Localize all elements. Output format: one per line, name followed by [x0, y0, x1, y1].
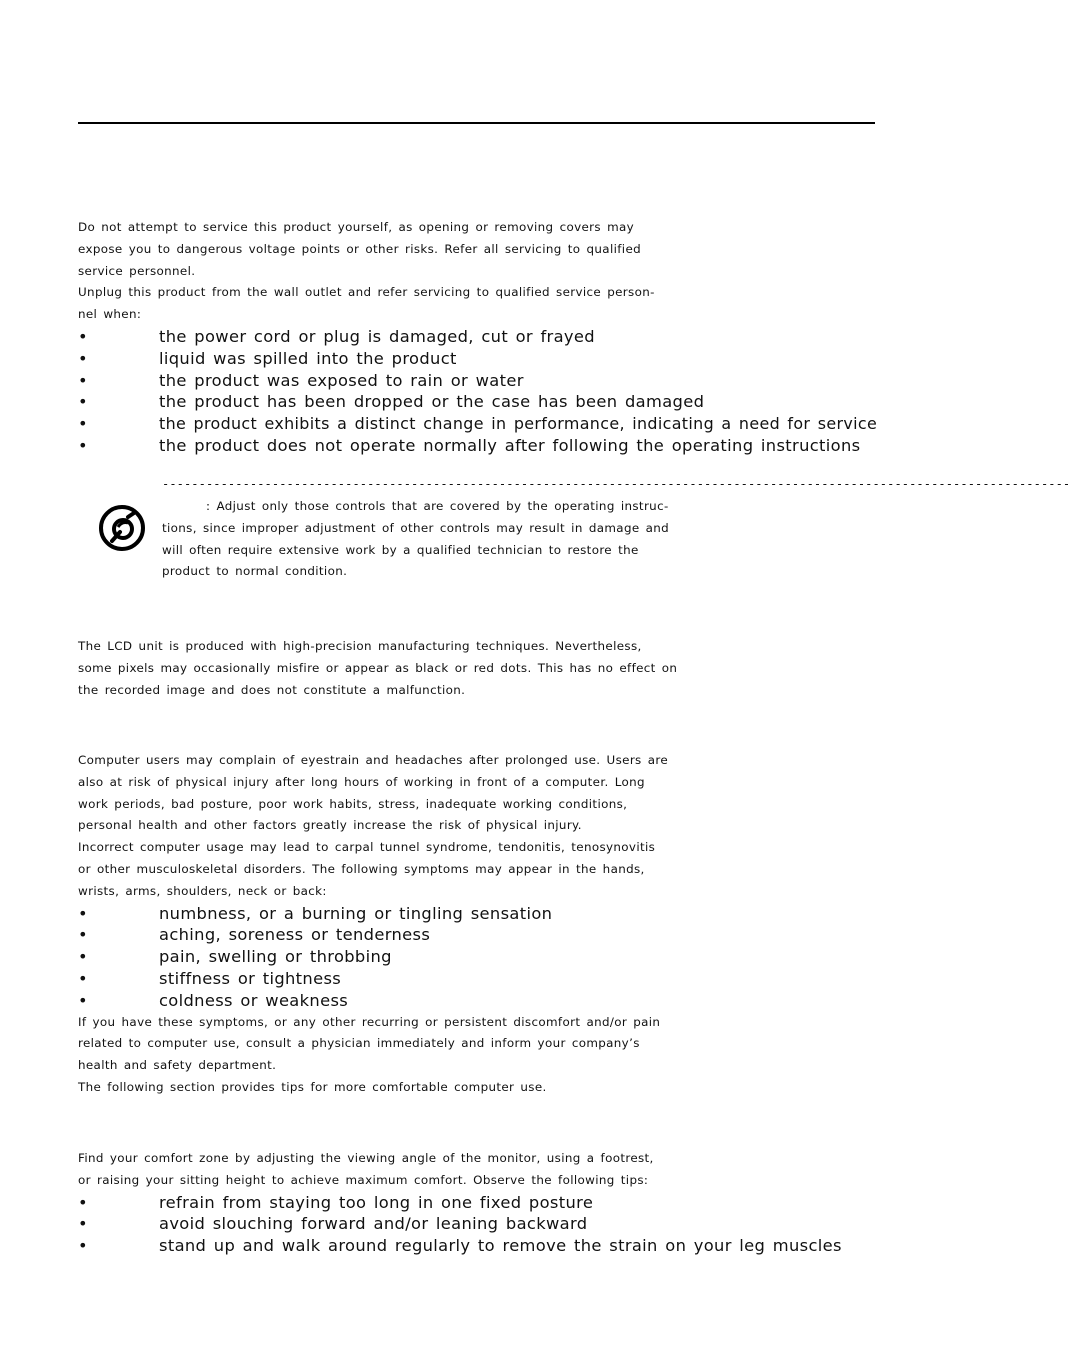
note-line: tions, since improper adjustment of other controls may result in damage and [162, 520, 670, 535]
service-paragraph [78, 217, 878, 457]
text-line: related to computer use, consult a physician immediately and inform your company’s [78, 1036, 640, 1051]
text-line: health and safety department. [78, 1058, 277, 1073]
bullet: • [78, 414, 88, 434]
text-line: If you have these symptoms, or any other recurring or persistent discomfort and/or pain [78, 1014, 661, 1029]
bullet: • [78, 435, 88, 455]
list-item [78, 1213, 878, 1235]
bullet: • [78, 990, 88, 1010]
bullet: • [78, 326, 88, 346]
bullet: • [78, 348, 88, 368]
list-item [78, 903, 878, 925]
text-line: some pixels may occasionally misfire or appear as black or red dots. This has no effect on [78, 660, 678, 675]
list-item [78, 1235, 878, 1257]
note-line: product to normal condition. [162, 564, 348, 579]
note-icon [98, 503, 148, 553]
list-item [78, 990, 878, 1012]
list-item [78, 946, 878, 968]
text-line: personal health and other factors greatly increase the risk of physical injury. [78, 818, 582, 833]
bullet: • [78, 968, 88, 988]
list-item [78, 968, 878, 990]
bullet: • [78, 1192, 88, 1212]
text-line: or raising your sitting height to achieve maximum comfort. Observe the following tips: [78, 1172, 649, 1187]
list-item [78, 1192, 878, 1214]
bullet: • [78, 947, 88, 967]
text-line: service personnel. [78, 263, 196, 278]
text-line: expose you to dangerous voltage points or other risks. Refer all servicing to qualified [78, 241, 642, 256]
list-item-text: coldness or weakness [159, 990, 349, 1010]
bullet: • [78, 903, 88, 923]
list-item-text: the power cord or plug is damaged, cut or frayed [159, 326, 595, 346]
text-line: Do not attempt to service this product yourself, as opening or removing covers may [78, 220, 635, 234]
list-item-text: numbness, or a burning or tingling sensation [159, 903, 553, 923]
note-line: : Adjust only those controls that are covered by the operating instruc- [206, 499, 669, 513]
text-line: Incorrect computer usage may lead to carpal tunnel syndrome, tendonitis, tenosynovitis [78, 840, 656, 855]
list-item-text: stand up and walk around regularly to remove the strain on your leg muscles [159, 1236, 842, 1256]
text-line: Find your comfort zone by adjusting the viewing angle of the monitor, using a footrest, [78, 1151, 654, 1165]
list-item-text: refrain from staying too long in one fixed posture [159, 1192, 594, 1212]
list-item-text: liquid was spilled into the product [159, 348, 457, 368]
list-item-text: the product was exposed to rain or water [159, 370, 524, 390]
list-item [78, 924, 878, 946]
list-item [78, 370, 878, 392]
list-item [78, 435, 878, 457]
list-item-text: pain, swelling or throbbing [159, 947, 392, 967]
note-line: will often require extensive work by a qualified technician to restore the [162, 542, 639, 557]
text-line: wrists, arms, shoulders, neck or back: [78, 883, 327, 898]
text-line: Unplug this product from the wall outlet and refer servicing to qualified service person- [78, 285, 655, 300]
bullet: • [78, 1214, 88, 1234]
bullet: • [78, 370, 88, 390]
text-line: or other musculoskeletal disorders. The following symptoms may appear in the hands, [78, 861, 645, 876]
lcd-paragraph [78, 636, 878, 701]
list-item [78, 326, 878, 348]
text-line: The following section provides tips for more comfortable computer use. [78, 1079, 547, 1094]
comfort-paragraph [78, 1148, 878, 1257]
text-line: work periods, bad posture, poor work habits, stress, inadequate working conditions, [78, 796, 628, 811]
note-text [162, 496, 862, 583]
text-line: also at risk of physical injury after long hours of working in front of a computer. Long [78, 774, 645, 789]
text-line: Computer users may complain of eyestrain and headaches after prolonged use. Users are [78, 753, 669, 767]
note-separator: ---------------------------------------------------------------------------------------------------------------------------- [162, 477, 1070, 491]
bullet: • [78, 392, 88, 412]
list-item-text: the product exhibits a distinct change in performance, indicating a need for service [159, 414, 878, 434]
list-item [78, 413, 878, 435]
text-line: the recorded image and does not constitute a malfunction. [78, 682, 466, 697]
list-item-text: stiffness or tightness [159, 968, 342, 988]
list-item [78, 391, 878, 413]
list-item-text: the product has been dropped or the case has been damaged [159, 392, 705, 412]
list-item-text: aching, soreness or tenderness [159, 925, 431, 945]
list-item-text: the product does not operate normally after following the operating instructions [159, 435, 861, 455]
health-paragraph [78, 750, 878, 1099]
text-line: nel when: [78, 307, 142, 322]
list-item-text: avoid slouching forward and/or leaning backward [159, 1214, 588, 1234]
list-item [78, 348, 878, 370]
bullet: • [78, 925, 88, 945]
top-rule [78, 122, 875, 124]
bullet: • [78, 1236, 88, 1256]
text-line: The LCD unit is produced with high-precision manufacturing techniques. Nevertheless, [78, 639, 642, 653]
